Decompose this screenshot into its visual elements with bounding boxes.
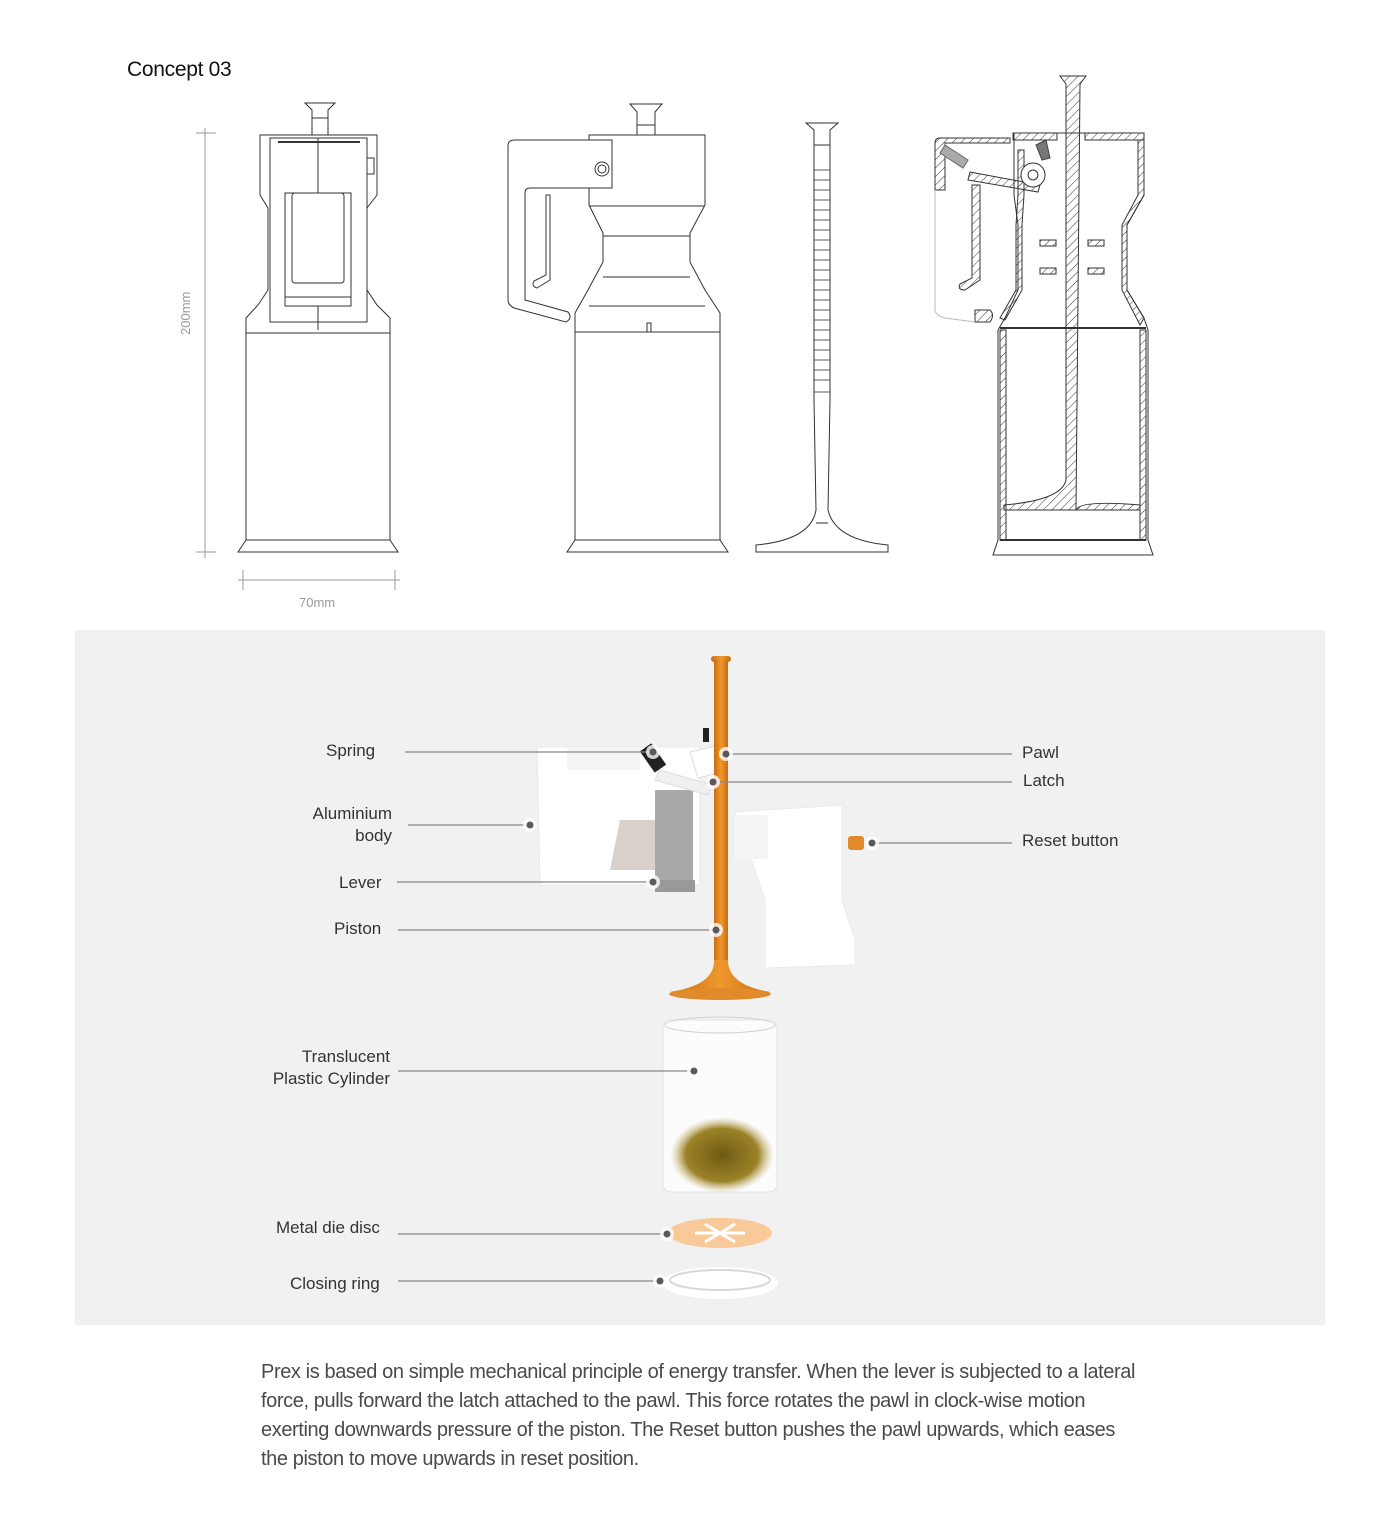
- callout-latch: Latch: [1023, 771, 1065, 790]
- description-paragraph: Prex is based on simple mechanical principle of energy transfer. When the lever is subjected to a lateral force, pulls forward the latch attached to the pawl. This force rotates the pawl in clock-wise motion exerting downwards pressure of the piston. The Reset button pushes the pawl upwards, which eases the piston to move upwards in reset position.: [261, 1361, 1136, 1470]
- exploded-view-panel: [75, 630, 1325, 1325]
- dimension-width-line: [238, 570, 400, 590]
- page-title: Concept 03: [127, 58, 232, 81]
- callout-reset-button: Reset button: [1022, 831, 1119, 850]
- callout-lever: Lever: [339, 873, 382, 892]
- callout-spring: Spring: [326, 741, 376, 760]
- dimension-width-label: 70mm: [299, 595, 336, 610]
- callout-closing-ring: Closing ring: [290, 1274, 380, 1293]
- technical-drawings: [0, 0, 1400, 620]
- callout-translucent-cylinder: [250, 1046, 390, 1090]
- callout-aluminium-body-line2: body: [355, 826, 392, 845]
- callout-aluminium-body-line1: Aluminium: [312, 804, 392, 823]
- callout-pawl: Pawl: [1022, 743, 1059, 762]
- callout-cylinder-line1: Translucent: [301, 1047, 390, 1066]
- callout-piston: Piston: [334, 919, 382, 938]
- callout-metal-die-disc: Metal die disc: [276, 1218, 380, 1237]
- dimension-height-line: [196, 128, 216, 558]
- piston-view: [756, 123, 888, 552]
- side-view: [508, 104, 728, 552]
- front-view: [238, 103, 398, 552]
- callout-cylinder-line2: Plastic Cylinder: [272, 1069, 390, 1088]
- section-view: [935, 76, 1153, 555]
- callout-aluminium-body: [292, 803, 392, 847]
- dimension-height-label: 200mm: [178, 291, 193, 335]
